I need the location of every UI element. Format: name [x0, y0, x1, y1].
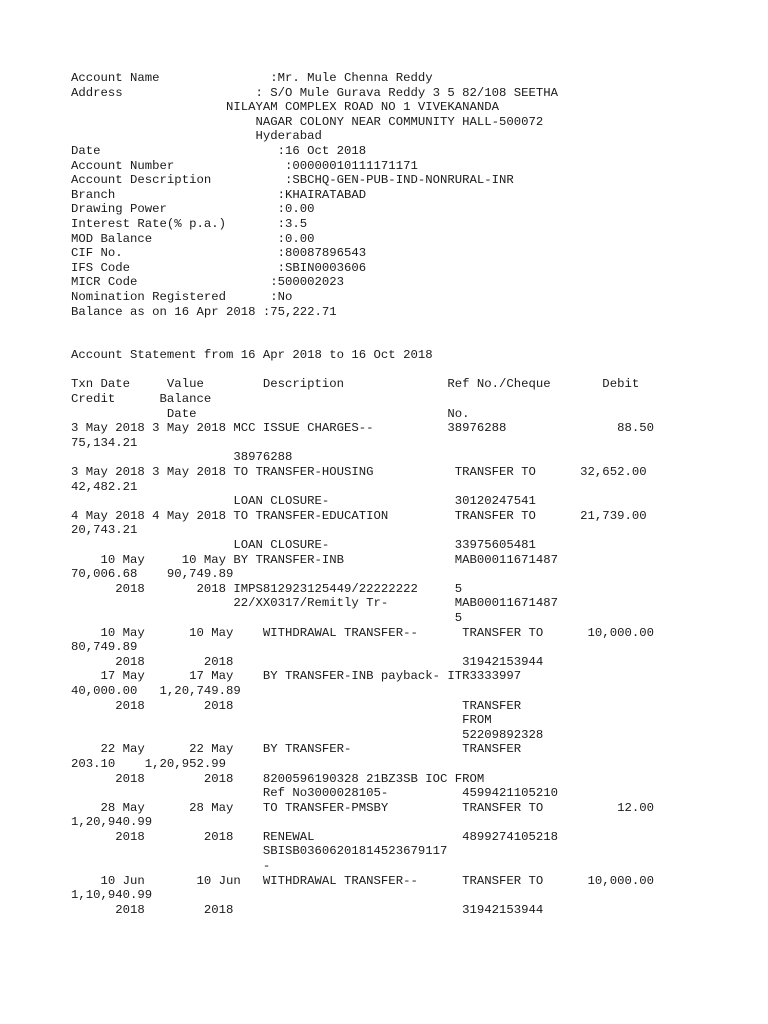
transaction-line: FROM	[71, 713, 492, 728]
table-header-line: Txn Date Value Description Ref No./Cheque Debit	[71, 377, 640, 392]
statement-heading: Account Statement from 16 Apr 2018 to 16 Oct 2018	[71, 348, 433, 363]
transaction-line: 22 May 22 May BY TRANSFER- TRANSFER	[71, 742, 522, 757]
transaction-line: 2018 2018 31942153944	[71, 654, 544, 669]
address-line-1: Address : S/O Mule Gurava Reddy 3 5 82/108 SEETHA	[71, 85, 559, 100]
transaction-line: 28 May 28 May TO TRANSFER-PMSBY TRANSFER TO 12.00	[71, 800, 654, 815]
transaction-line: 70,006.68 90,749.89	[71, 567, 234, 582]
transaction-line: 1,20,940.99	[71, 815, 153, 830]
ifs-code-line: IFS Code :SBIN0003606	[71, 260, 367, 275]
transaction-line: 52209892328	[71, 727, 544, 742]
transaction-line: 2018 2018 IMPS812923125449/22222222 5	[71, 581, 463, 596]
transaction-line: 17 May 17 May BY TRANSFER-INB payback- ITR3333997	[71, 669, 522, 684]
transaction-line: 22/XX0317/Remitly Tr- MAB00011671487	[71, 596, 559, 611]
address-line-2: NILAYAM COMPLEX ROAD NO 1 VIVEKANANDA	[71, 100, 500, 115]
transaction-line: 2018 2018 RENEWAL 4899274105218	[71, 829, 559, 844]
account-details-section	[71, 71, 654, 319]
table-header	[71, 377, 654, 421]
transactions-table	[71, 377, 654, 917]
address-line-3: NAGAR COLONY NEAR COMMUNITY HALL-500072	[71, 114, 544, 129]
transaction-line: 4 May 2018 4 May 2018 TO TRANSFER-EDUCATION TRANSFER TO 21,739.00	[71, 508, 647, 523]
transaction-line: 1,10,940.99	[71, 888, 153, 903]
transaction-line: 10 Jun 10 Jun WITHDRAWAL TRANSFER-- TRANSFER TO 10,000.00	[71, 873, 654, 888]
micr-code-line: MICR Code :500002023	[71, 275, 345, 290]
transaction-line: 38976288	[71, 450, 293, 465]
transaction-line: 5	[71, 610, 463, 625]
spacer	[71, 363, 654, 378]
transaction-line: 10 May 10 May BY TRANSFER-INB MAB00011671487	[71, 552, 559, 567]
transaction-line: 40,000.00 1,20,749.89	[71, 683, 241, 698]
interest-rate-line: Interest Rate(% p.a.) :3.5	[71, 216, 308, 231]
transaction-line: Ref No3000028105- 4599421105210	[71, 786, 559, 801]
address-line-4: Hyderabad	[71, 129, 322, 144]
table-header-line: Credit Balance	[71, 392, 212, 407]
mod-balance-line: MOD Balance :0.00	[71, 231, 315, 246]
table-body	[71, 421, 654, 917]
transaction-line: 80,749.89	[71, 640, 138, 655]
transaction-line: 203.10 1,20,952.99	[71, 756, 226, 771]
nomination-line: Nomination Registered :No	[71, 289, 293, 304]
transaction-line: LOAN CLOSURE- 33975605481	[71, 538, 536, 552]
branch-line: Branch :KHAIRATABAD	[71, 187, 367, 202]
account-description-line: Account Description :SBCHQ-GEN-PUB-IND-NONRURAL-INR	[71, 173, 514, 188]
opening-balance-line: Balance as on 16 Apr 2018 :75,222.71	[71, 304, 337, 319]
transaction-line: 10 May 10 May WITHDRAWAL TRANSFER-- TRANSFER TO 10,000.00	[71, 625, 654, 640]
transaction-line: 20,743.21	[71, 523, 138, 538]
transaction-line: SBISB03606201814523679117	[71, 844, 448, 859]
transaction-line: 2018 2018 TRANSFER	[71, 698, 522, 713]
statement-document	[71, 71, 654, 917]
account-name-line: Account Name :Mr. Mule Chenna Reddy	[71, 71, 433, 85]
transaction-line: -	[71, 859, 271, 874]
spacer	[71, 334, 654, 349]
transaction-line: LOAN CLOSURE- 30120247541	[71, 494, 536, 509]
transaction-line: 3 May 2018 3 May 2018 TO TRANSFER-HOUSING TRANSFER TO 32,652.00	[71, 465, 647, 480]
transaction-line: 2018 2018 31942153944	[71, 902, 544, 917]
account-number-line: Account Number :00000010111171171	[71, 158, 418, 173]
transaction-line: 2018 2018 8200596190328 21BZ3SB IOC FROM	[71, 771, 485, 786]
transaction-line: 42,482.21	[71, 479, 138, 494]
cif-number-line: CIF No. :80087896543	[71, 246, 367, 261]
date-line: Date :16 Oct 2018	[71, 143, 367, 158]
spacer	[71, 319, 654, 334]
transaction-line: 75,134.21	[71, 435, 138, 450]
transaction-line: 3 May 2018 3 May 2018 MCC ISSUE CHARGES-- 38976288 88.50	[71, 421, 654, 436]
table-header-line: Date No.	[71, 406, 470, 421]
drawing-power-line: Drawing Power :0.00	[71, 202, 315, 217]
